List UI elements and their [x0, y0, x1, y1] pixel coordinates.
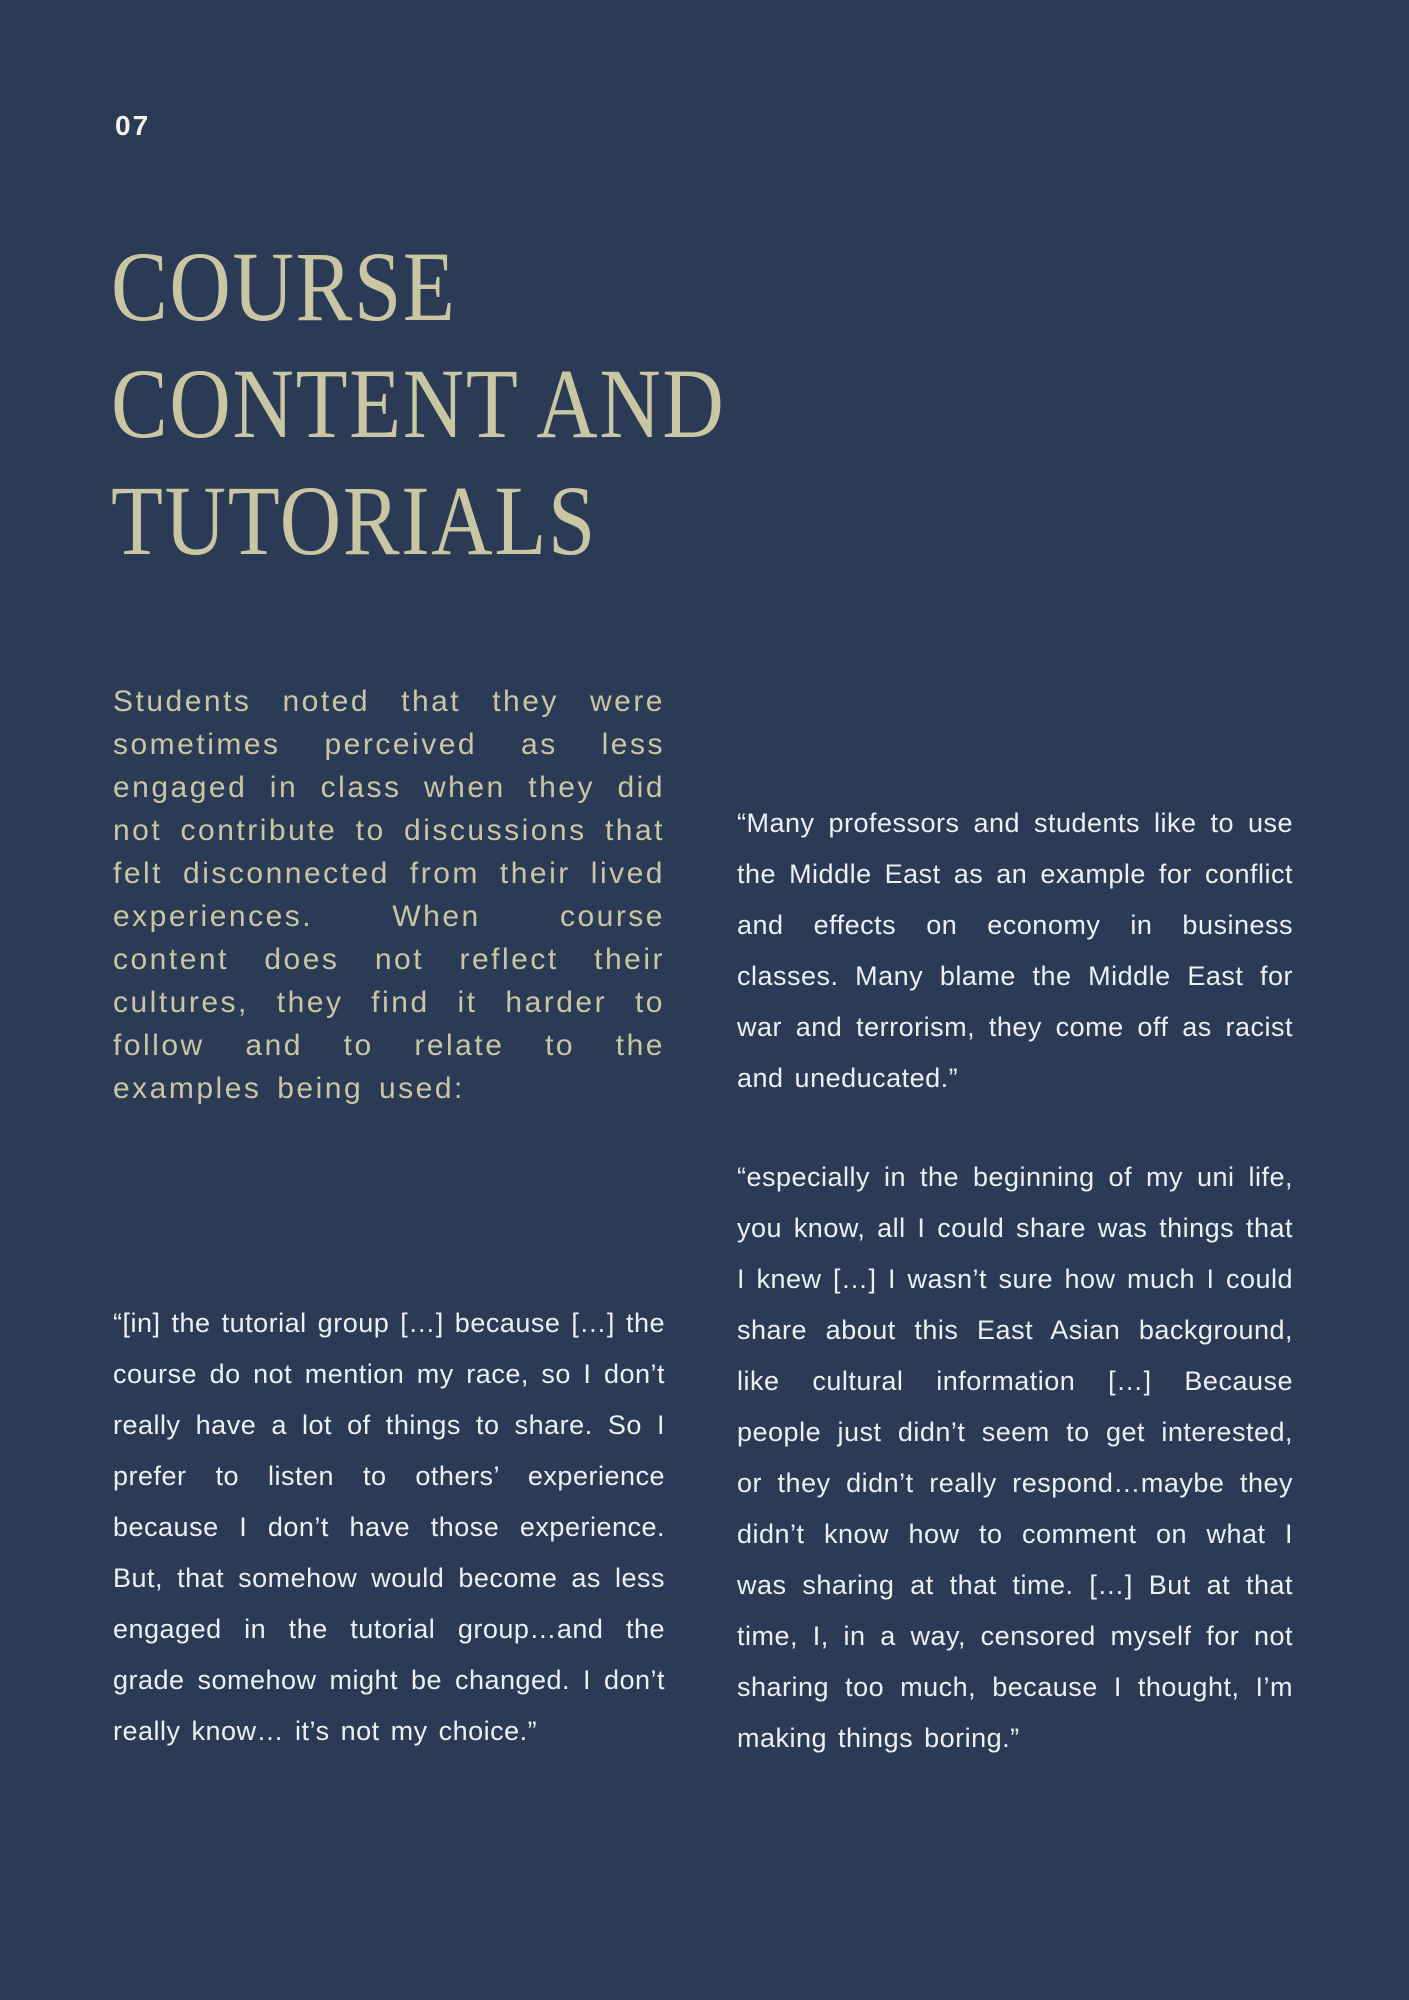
page-title — [111, 228, 725, 579]
student-quote-right-bottom: “especially in the beginning of my uni life, you know, all I could share was things that I knew […] I wasn’t sure how much I could share about this East Asian background, like cultural information […] Because people just didn’t seem to get interested, or they didn’t really respond…maybe they didn’t know how to comment on what I was sharing at that time. […] But at that time, I, in a way, censored myself for not sharing too much, because I thought, I’m making things boring.” — [737, 1162, 1293, 1753]
page-title-line-2: CONTENT AND — [111, 348, 726, 459]
student-quote-left: “[in] the tutorial group […] because […] the course do not mention my race, so I don’t really have a lot of things to share. So I prefer to listen to others’ experience because I don’t have those experience. But, that somehow would become as less engaged in the tutorial group…and the grade somehow might be changed. I don’t really know… it’s not my choice.” — [113, 1308, 665, 1746]
page-number: 07 — [115, 110, 151, 141]
page-title-line-3: TUTORIALS — [111, 465, 597, 576]
page-title-line-1: COURSE — [111, 231, 457, 342]
student-quote-right-top: “Many professors and students like to use the Middle East as an example for conflict and effects on economy in business classes. Many blame the Middle East for war and terrorism, they come off as racist and uneducated.” — [737, 808, 1293, 1093]
intro-paragraph: Students noted that they were sometimes perceived as less engaged in class when they did not contribute to discussions that felt disconnected from their lived experiences. When course content does not reflect their cultures, they find it harder to follow and to relate to the examples being used: — [113, 685, 665, 1105]
